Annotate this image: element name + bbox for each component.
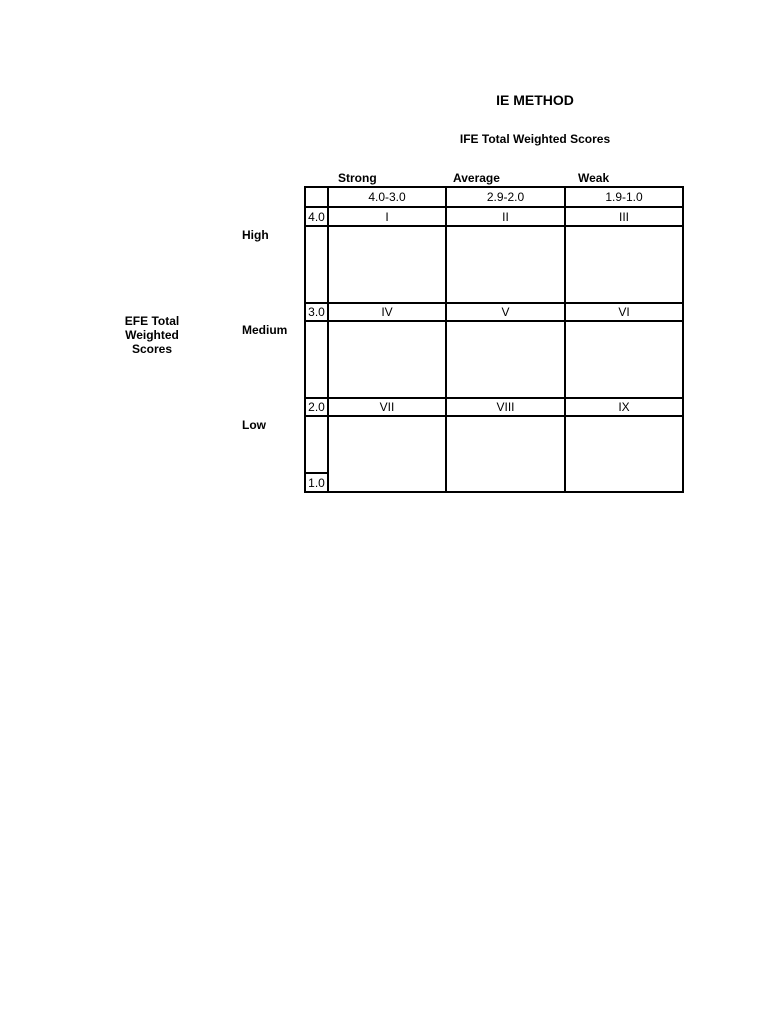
col-range-average: 2.9-2.0 [486, 190, 525, 204]
row-label-high: High [242, 228, 269, 242]
cell-II: II [502, 210, 509, 224]
col-label-strong: Strong [338, 171, 377, 185]
cell-VI: VI [618, 305, 630, 319]
score-1: 1.0 [308, 476, 325, 490]
efe-title-line-1: EFE Total [124, 314, 180, 328]
cell-I: I [385, 210, 389, 224]
cell-V: V [501, 305, 510, 319]
grid-line-left [304, 186, 306, 493]
col-range-strong: 4.0-3.0 [368, 190, 406, 204]
grid-line-v3 [564, 186, 566, 493]
cell-IX: IX [618, 400, 630, 414]
efe-title-line-3: Scores [131, 342, 173, 356]
grid-line-v1 [327, 186, 329, 493]
cell-III: III [618, 210, 629, 224]
grid-line-v2 [445, 186, 447, 493]
grid-line-h2 [304, 225, 684, 227]
grid-line-right [682, 186, 684, 493]
grid-line-h1 [304, 206, 684, 208]
row-label-low: Low [242, 418, 266, 432]
col-label-average: Average [453, 171, 500, 185]
grid-line-h6 [304, 415, 684, 417]
col-range-weak: 1.9-1.0 [605, 190, 643, 204]
cell-IV: IV [381, 305, 393, 319]
col-label-weak: Weak [578, 171, 610, 185]
grid-line-bottom [304, 491, 684, 493]
cell-VII: VII [379, 400, 395, 414]
grid-line-h4 [304, 320, 684, 322]
score-4: 4.0 [308, 210, 325, 224]
cell-VIII: VIII [496, 400, 515, 414]
efe-axis-title [112, 314, 192, 356]
ife-axis-title: IFE Total Weighted Scores [459, 132, 611, 146]
row-label-medium: Medium [242, 323, 288, 337]
page-title: IE METHOD [496, 92, 574, 108]
score-2: 2.0 [308, 400, 325, 414]
grid-line-top [304, 186, 684, 188]
score-3: 3.0 [308, 305, 325, 319]
efe-title-line-2: Weighted [125, 328, 179, 342]
grid-line-h7 [304, 472, 328, 474]
